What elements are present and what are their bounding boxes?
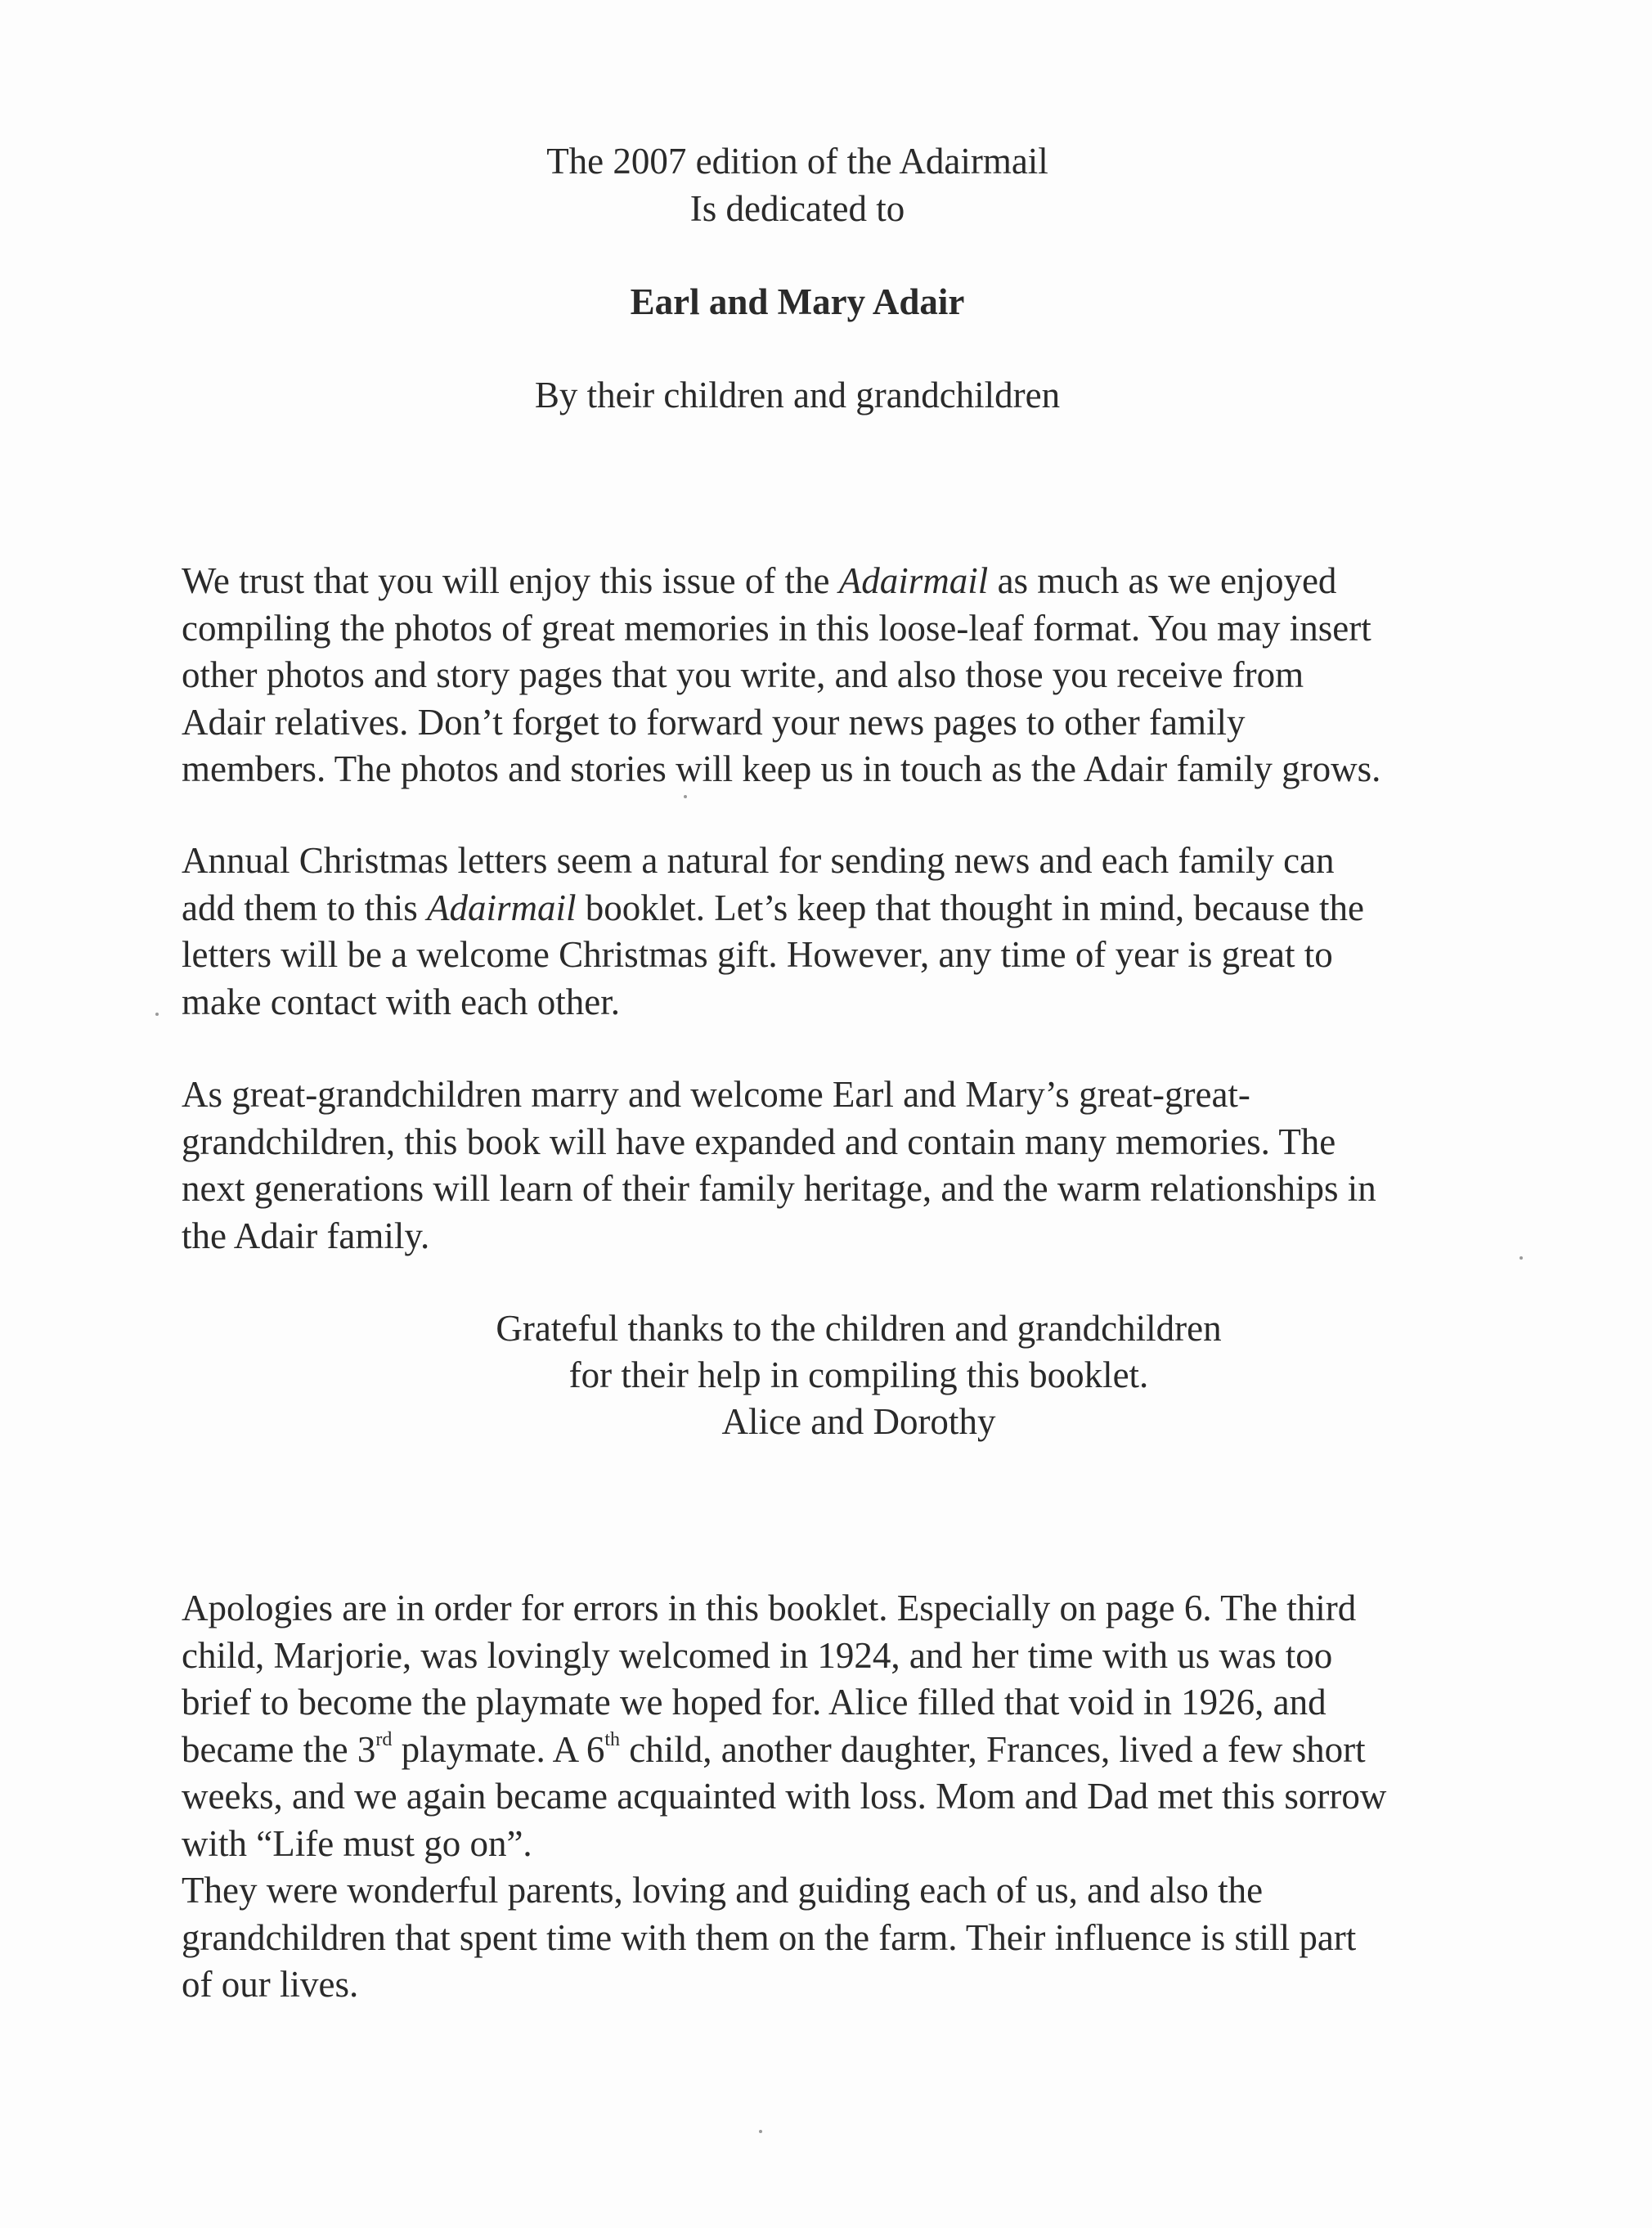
thanks-line: for their help in compiling this booklet. bbox=[568, 1354, 1149, 1395]
text-run: booklet. Let’s keep that thought in mind, because the bbox=[576, 887, 1365, 928]
paragraph-line: members. The photos and stories will keep us in touch as the Adair family grows. bbox=[182, 748, 1381, 789]
paragraph-line: grandchildren that spent time with them on the farm. Their influence is still part bbox=[182, 1916, 1357, 1958]
italic-title: Adairmail bbox=[838, 560, 989, 601]
paragraph-line bbox=[182, 1727, 1572, 1774]
text-run: add them to this bbox=[182, 887, 427, 928]
paragraph-line: with “Life must go on”. bbox=[182, 1822, 532, 1864]
paragraph-line: weeks, and we again became acquainted with loss. Mom and Dad met this sorrow bbox=[182, 1776, 1387, 1817]
paragraph-line bbox=[182, 558, 1572, 605]
ordinal-suffix: th bbox=[604, 1728, 621, 1750]
paragraph-line: next generations will learn of their family heritage, and the warm relationships in bbox=[182, 1168, 1376, 1209]
paragraph-line: of our lives. bbox=[182, 1964, 359, 2005]
paragraph-line: Adair relatives. Don’t forget to forward your news pages to other family bbox=[182, 701, 1246, 743]
signature-line: Alice and Dorothy bbox=[721, 1401, 996, 1442]
text-run: playmate. A 6 bbox=[392, 1728, 605, 1770]
paragraph-generations bbox=[182, 1071, 1572, 1260]
scan-speck bbox=[155, 1013, 159, 1016]
paragraph-line: grandchildren, this book will have expanded and contain many memories. The bbox=[182, 1121, 1336, 1162]
paragraph-line: make contact with each other. bbox=[182, 981, 621, 1022]
paragraph-line: Annual Christmas letters seem a natural for sending news and each family can bbox=[182, 840, 1335, 881]
paragraph-intro bbox=[182, 558, 1572, 793]
paragraph-line bbox=[182, 885, 1572, 932]
paragraph-line: Apologies are in order for errors in this booklet. Especially on page 6. The third bbox=[182, 1588, 1357, 1628]
text-run: became the 3 bbox=[182, 1728, 376, 1770]
text-run: as much as we enjoyed bbox=[988, 560, 1337, 601]
paragraph-line: other photos and story pages that you write, and also those you receive from bbox=[182, 654, 1304, 695]
paragraph-line: letters will be a welcome Christmas gift. However, any time of year is great to bbox=[182, 934, 1333, 975]
text-run: We trust that you will enjoy this issue of the bbox=[182, 560, 839, 601]
paragraph-line: They were wonderful parents, loving and guiding each of us, and also the bbox=[182, 1870, 1264, 1911]
thanks-block bbox=[0, 1305, 1652, 1445]
paragraph-line: As great-grandchildren marry and welcome Earl and Mary’s great-great- bbox=[182, 1074, 1250, 1115]
paragraph-apologies bbox=[182, 1585, 1572, 2009]
byline: By their children and grandchildren bbox=[534, 375, 1061, 416]
thanks-line: Grateful thanks to the children and grandchildren bbox=[496, 1308, 1222, 1349]
ordinal-suffix: rd bbox=[375, 1728, 393, 1750]
honorees-heading: Earl and Mary Adair bbox=[630, 281, 965, 322]
paragraph-christmas-letters bbox=[182, 838, 1572, 1026]
edition-line: The 2007 edition of the Adairmail bbox=[546, 141, 1048, 182]
paragraph-line: the Adair family. bbox=[182, 1215, 430, 1256]
scan-speck bbox=[759, 2130, 762, 2133]
italic-title: Adairmail bbox=[426, 887, 577, 928]
text-run: child, another daughter, Frances, lived a few short bbox=[620, 1728, 1366, 1770]
paragraph-line: compiling the photos of great memories in this loose-leaf format. You may insert bbox=[182, 607, 1371, 649]
scan-speck bbox=[1520, 1256, 1523, 1260]
paragraph-line: brief to become the playmate we hoped for. Alice filled that void in 1926, and bbox=[182, 1682, 1327, 1723]
scan-speck bbox=[684, 795, 687, 798]
paragraph-line: child, Marjorie, was lovingly welcomed in 1924, and her time with us was too bbox=[182, 1634, 1333, 1676]
dedication-line: Is dedicated to bbox=[689, 188, 905, 229]
